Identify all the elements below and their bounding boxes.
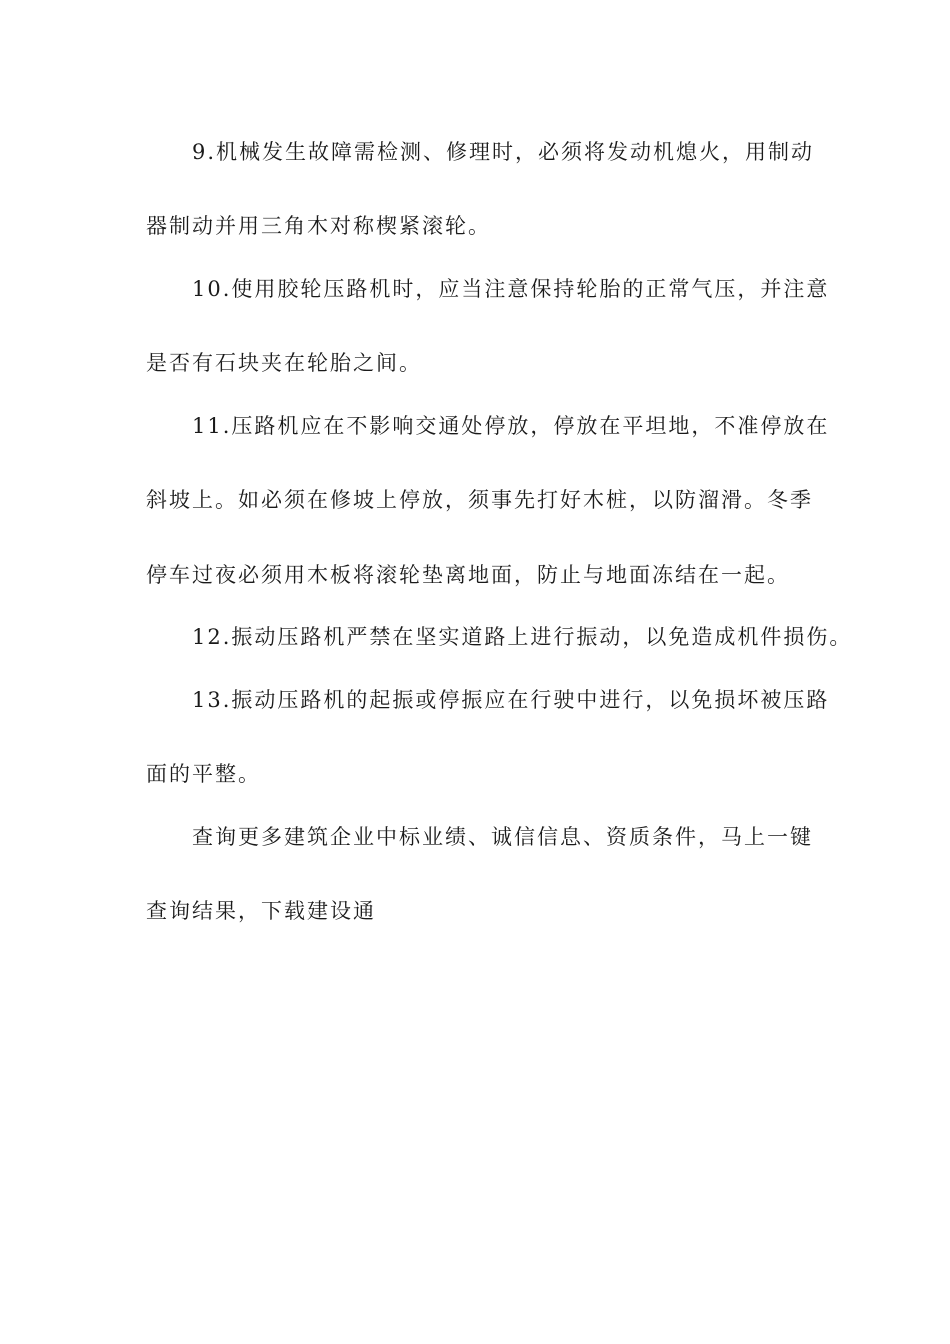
paragraph-13-line-1: 13.振动压路机的起振或停振应在行驶中进行，以免损坏被压路 xyxy=(192,688,830,712)
closing-note-line-1: 查询更多建筑企业中标业绩、诚信信息、资质条件，马上一键 xyxy=(192,825,813,849)
closing-note-line-2: 查询结果，下载建设通 xyxy=(146,899,376,923)
paragraph-10-line-2: 是否有石块夹在轮胎之间。 xyxy=(146,351,422,375)
paragraph-11-line-2: 斜坡上。如必须在修坡上停放，须事先打好木桩，以防溜滑。冬季 xyxy=(146,488,813,512)
paragraph-11-line-1: 11.压路机应在不影响交通处停放，停放在平坦地，不准停放在 xyxy=(192,414,830,438)
paragraph-9-line-2: 器制动并用三角木对称楔紧滚轮。 xyxy=(146,214,491,238)
paragraph-9-line-1: 9.机械发生故障需检测、修理时，必须将发动机熄火，用制动 xyxy=(192,140,815,164)
paragraph-11-line-3: 停车过夜必须用木板将滚轮垫离地面，防止与地面冻结在一起。 xyxy=(146,563,790,587)
paragraph-12-line-1: 12.振动压路机严禁在坚实道路上进行振动，以免造成机件损伤。 xyxy=(192,625,853,649)
paragraph-10-line-1: 10.使用胶轮压路机时，应当注意保持轮胎的正常气压，并注意 xyxy=(192,277,830,301)
paragraph-13-line-2: 面的平整。 xyxy=(146,762,261,786)
